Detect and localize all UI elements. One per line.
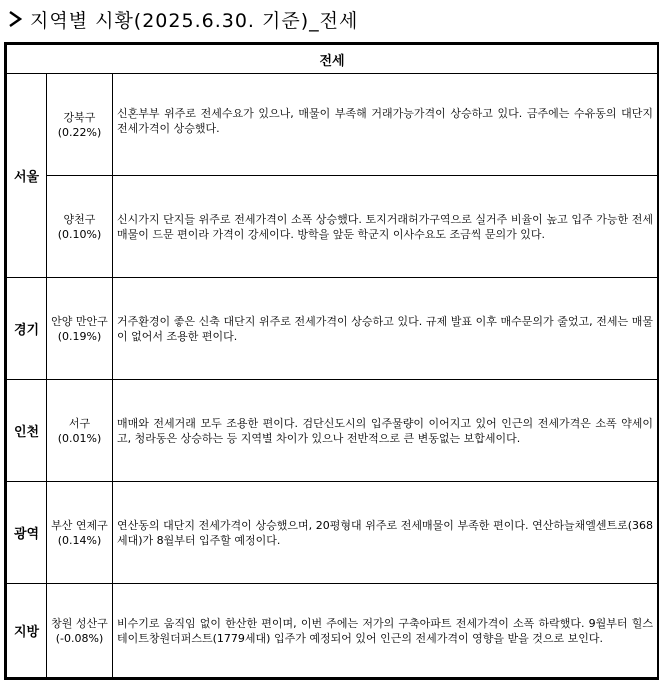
market-description: 신혼부부 위주로 전세수요가 있으나, 매물이 부족해 거래가능가격이 상승하고 있다. 금주에는 수유동의 대단지 전세가격이 상승했다. <box>113 74 658 176</box>
region-incheon: 인천 <box>7 380 47 482</box>
region-seoul: 서울 <box>7 74 47 278</box>
region-metropolitan: 광역 <box>7 482 47 584</box>
area-change: (0.01%) <box>57 431 102 445</box>
table-row <box>7 278 658 380</box>
area-change: (0.19%) <box>57 329 102 343</box>
column-header-jeonse: 전세 <box>7 45 658 74</box>
region-gyeonggi: 경기 <box>7 278 47 380</box>
area-cell <box>47 278 113 380</box>
market-description: 매매와 전세거래 모두 조용한 편이다. 검단신도시의 입주물량이 이어지고 있어 인근의 전세가격은 소폭 약세이고, 청라동은 상승하는 등 지역별 차이가 있으나 전반적으로 큰 변동없는 보합세이다. <box>113 380 658 482</box>
area-cell <box>47 176 113 278</box>
page-title: 지역별 시황(2025.6.30. 기준)_전세 <box>30 9 359 32</box>
market-description: 신시가지 단지들 위주로 전세가격이 소폭 상승했다. 토지거래허가구역으로 실거주 비율이 높고 입주 가능한 전세매물이 드문 편이라 가격이 강세이다. 방학을 앞둔 학군지 이사수요도 조금씩 문의가 있다. <box>113 176 658 278</box>
table-row <box>7 380 658 482</box>
area-name: 양천구 <box>63 212 96 226</box>
table-header-row <box>7 45 658 74</box>
table-row <box>7 74 658 176</box>
area-cell <box>47 482 113 584</box>
table-row <box>7 176 658 278</box>
table-row <box>7 584 658 678</box>
right-triangle-arrow-icon <box>8 10 22 28</box>
market-description: 연산동의 대단지 전세가격이 상승했으며, 20평형대 위주로 전세매물이 부족한 편이다. 연산하늘채엘센트로(368세대)가 8월부터 입주할 예정이다. <box>113 482 658 584</box>
region-provincial: 지방 <box>7 584 47 678</box>
area-name: 창원 성산구 <box>51 616 108 630</box>
area-change: (-0.08%) <box>55 631 104 645</box>
area-cell <box>47 584 113 678</box>
area-change: (0.10%) <box>57 227 102 241</box>
area-name: 안양 만안구 <box>51 314 108 328</box>
area-change: (0.14%) <box>57 533 102 547</box>
area-cell <box>47 380 113 482</box>
jeonse-market-table <box>4 42 659 680</box>
market-description: 거주환경이 좋은 신축 대단지 위주로 전세가격이 상승하고 있다. 규제 발표 이후 매수문의가 줄었고, 전세는 매물이 없어서 조용한 편이다. <box>113 278 658 380</box>
table-row <box>7 482 658 584</box>
area-name: 서구 <box>68 416 91 430</box>
area-change: (0.22%) <box>57 125 102 139</box>
page-title-bar <box>8 6 358 32</box>
market-description: 비수기로 움직임 없이 한산한 편이며, 이번 주에는 저가의 구축아파트 전세가격이 소폭 하락했다. 9월부터 힐스테이트창원더퍼스트(1779세대) 입주가 예정되어 있어 인근의 전세가격이 영향을 받을 것으로 보인다. <box>113 584 658 678</box>
area-cell <box>47 74 113 176</box>
area-name: 부산 연제구 <box>51 518 108 532</box>
area-name: 강북구 <box>63 110 96 124</box>
